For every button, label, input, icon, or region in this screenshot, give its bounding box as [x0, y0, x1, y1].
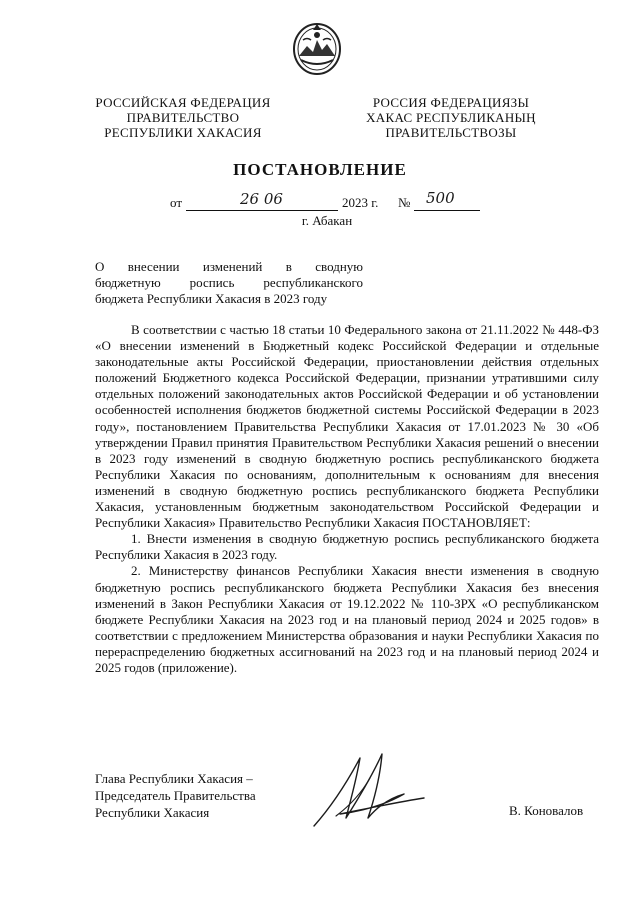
- signatory-name: В. Коновалов: [509, 803, 584, 818]
- header-left-line-3: РЕСПУБЛИКИ ХАКАСИЯ: [104, 125, 262, 140]
- signatory-position-line-3: Республики Хакасия: [95, 805, 210, 820]
- signatory-position-line-1: Глава Республики Хакасия –: [95, 771, 253, 786]
- city-label: г. Абакан: [301, 213, 353, 228]
- date-year: 2023 г.: [342, 195, 379, 210]
- document-body: [95, 322, 599, 676]
- subject-block: [95, 259, 363, 307]
- subject-line-1: О внесении изменений в сводную: [95, 259, 363, 274]
- coat-of-arms-emblem: [291, 20, 343, 76]
- header-left-block: [88, 95, 278, 140]
- header-right-line-2: ХАКАС РЕСПУБЛИКАНЫҢ: [366, 110, 536, 125]
- document-title: ПОСТАНОВЛЕНИЕ: [233, 160, 407, 179]
- signatory-position-line-2: Председатель Правительства: [95, 788, 256, 803]
- number-underline: [414, 210, 480, 211]
- header-left-line-2: ПРАВИТЕЛЬСТВО: [126, 110, 240, 125]
- body-paragraph-2: 1. Внести изменения в сводную бюджетную роспись республиканского бюджета Республики Хакасия в 2023 году.: [95, 531, 599, 563]
- header-right-line-3: ПРАВИТЕЛЬСТВОЗЫ: [385, 125, 517, 140]
- subject-line-2: бюджетную роспись республиканского: [95, 275, 363, 290]
- header-right-line-1: РОССИЯ ФЕДЕРАЦИЯЗЫ: [372, 95, 530, 110]
- handwritten-signature: [300, 748, 430, 834]
- date-prefix: от: [170, 195, 183, 210]
- handwritten-date: 26 06: [240, 190, 283, 208]
- signatory-position: [95, 770, 256, 821]
- handwritten-number: 500: [426, 189, 455, 207]
- body-paragraph-3: 2. Министерству финансов Республики Хакасия внести изменения в сводную бюджетную роспись республиканского бюджета Республики Хакасия без внесения изменений в Закон Республики Хакасия от 19.12.2022 № 110-ЗРХ «О республиканском бюджете Республики Хакасия на 2023 год и на плановый период 2024 и 2025 годов» в соответствии с предложением Министерства образования и науки Республики Хакасия по перераспределению бюджетных ассигнований на 2023 год и на плановый период 2024 и 2025 годов (приложение).: [95, 563, 599, 675]
- body-paragraph-1: В соответствии с частью 18 статьи 10 Федерального закона от 21.11.2022 № 448-ФЗ «О внесении изменений в Бюджетный кодекс Российской Федерации и отдельные законодательные акты Российской Федерации, приостановлении действия отдельных положений Бюджетного кодекса Российской Федерации, признании утратившими силу отдельных положений законодательных актов Российской Федерации и об установлении особенностей исполнения бюджетов бюджетной системы Российской Федерации в 2023 году», постановлением Правительства Республики Хакасия от 17.01.2023 № 30 «Об утверждении Правил принятия Правительством Республики Хакасия решений о внесении в 2023 году изменений в сводную бюджетную роспись республиканского бюджета Республики Хакасия по основаниям, дополнительным к основаниям для внесения изменений в сводную бюджетную роспись республиканского бюджета Республики Хакасия, установленным бюджетным законодательством Российской Федерации и Республики Хакасия» Правительство Республики Хакасия ПОСТАНОВЛЯЕТ:: [95, 322, 599, 531]
- date-underline: [186, 210, 338, 211]
- number-sign: №: [398, 195, 411, 210]
- subject-line-3: бюджета Республики Хакасия в 2023 году: [95, 291, 328, 306]
- header-left-line-1: РОССИЙСКАЯ ФЕДЕРАЦИЯ: [95, 95, 271, 110]
- header-right-block: [356, 95, 546, 140]
